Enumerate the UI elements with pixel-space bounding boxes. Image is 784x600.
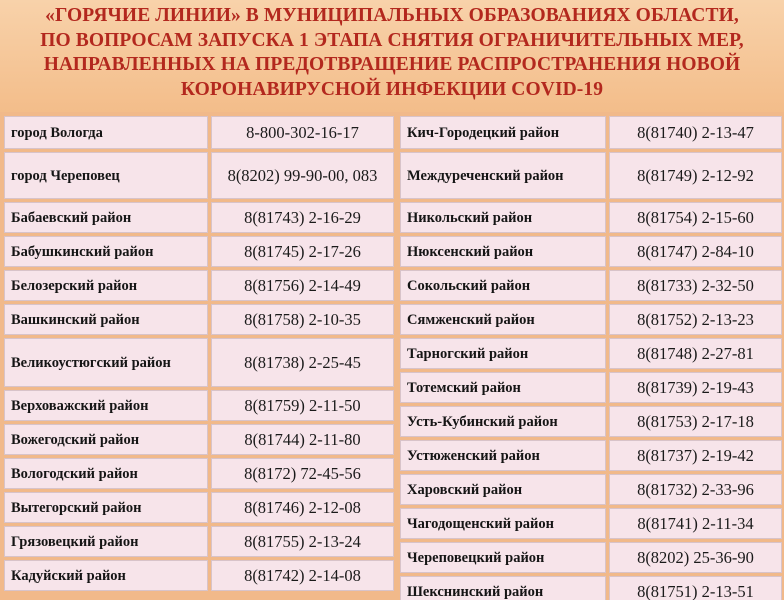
district-name: Тотемский район (400, 372, 606, 403)
table-row (400, 474, 782, 505)
district-name: Усть-Кубинский район (400, 406, 606, 437)
hotline-phone: 8(81747) 2-84-10 (609, 236, 782, 267)
hotline-phone: 8(81744) 2-11-80 (211, 424, 394, 455)
table-row (4, 152, 394, 199)
hotline-phone: 8(81751) 2-13-51 (609, 576, 782, 600)
hotline-phone: 8(81745) 2-17-26 (211, 236, 394, 267)
table-row (4, 390, 394, 421)
table-row (4, 116, 394, 149)
table-row (400, 542, 782, 573)
hotline-phone: 8(81740) 2-13-47 (609, 116, 782, 149)
hotline-phone: 8(81752) 2-13-23 (609, 304, 782, 335)
table-row (400, 270, 782, 301)
district-name: Бабушкинский район (4, 236, 208, 267)
right-hotline-table (400, 116, 782, 600)
hotline-tables (0, 112, 784, 600)
hotline-phone: 8(81741) 2-11-34 (609, 508, 782, 539)
hotline-phone: 8(81733) 2-32-50 (609, 270, 782, 301)
header-title-line: НАПРАВЛЕННЫХ НА ПРЕДОТВРАЩЕНИЕ РАСПРОСТРАНЕНИЯ НОВОЙ (43, 54, 741, 75)
hotline-phone: 8(81746) 2-12-08 (211, 492, 394, 523)
table-row (4, 458, 394, 489)
district-name: Тарногский район (400, 338, 606, 369)
table-row (400, 236, 782, 267)
hotline-phone: 8(8202) 99-90-00, 083 (211, 152, 394, 199)
header-title-line: КОРОНАВИРУСНОЙ ИНФЕКЦИИ COVID-19 (180, 78, 604, 100)
table-row (400, 576, 782, 600)
district-name: Кич-Городецкий район (400, 116, 606, 149)
table-row (400, 406, 782, 437)
district-name: Великоустюгский район (4, 338, 208, 387)
district-name: Шекснинский район (400, 576, 606, 600)
document-header (0, 0, 784, 112)
table-row (400, 440, 782, 471)
district-name: Сокольский район (400, 270, 606, 301)
hotline-phone: 8(81758) 2-10-35 (211, 304, 394, 335)
district-name: Грязовецкий район (4, 526, 208, 557)
hotline-phone: 8(81742) 2-14-08 (211, 560, 394, 591)
district-name: Верховажский район (4, 390, 208, 421)
table-row (4, 202, 394, 233)
table-row (4, 526, 394, 557)
district-name: Харовский район (400, 474, 606, 505)
header-title-line: ПО ВОПРОСАМ ЗАПУСКА 1 ЭТАПА СНЯТИЯ ОГРАНИЧИТЕЛЬНЫХ МЕР, (40, 29, 744, 51)
table-row (4, 304, 394, 335)
hotline-phone: 8(81749) 2-12-92 (609, 152, 782, 199)
table-row (400, 116, 782, 149)
hotline-phone: 8(8202) 25-36-90 (609, 542, 782, 573)
district-name: Никольский район (400, 202, 606, 233)
district-name: Вашкинский район (4, 304, 208, 335)
hotline-phone: 8(81737) 2-19-42 (609, 440, 782, 471)
table-row (400, 202, 782, 233)
hotline-phone: 8(81739) 2-19-43 (609, 372, 782, 403)
district-name: Устюженский район (400, 440, 606, 471)
table-row (4, 424, 394, 455)
hotline-phone: 8(81756) 2-14-49 (211, 270, 394, 301)
table-row (4, 338, 394, 387)
hotline-phone: 8(81754) 2-15-60 (609, 202, 782, 233)
hotline-phone: 8(81738) 2-25-45 (211, 338, 394, 387)
hotline-phone: 8(8172) 72-45-56 (211, 458, 394, 489)
district-name: Сямженский район (400, 304, 606, 335)
district-name: Нюксенский район (400, 236, 606, 267)
table-row (400, 152, 782, 199)
district-name: Кадуйский район (4, 560, 208, 591)
district-name: Вологодский район (4, 458, 208, 489)
left-hotline-table (4, 116, 394, 594)
table-row (4, 492, 394, 523)
table-row (400, 304, 782, 335)
header-title-line: «ГОРЯЧИЕ ЛИНИИ» В МУНИЦИПАЛЬНЫХ ОБРАЗОВАНИЯХ ОБЛАСТИ, (45, 5, 739, 26)
hotline-phone: 8(81748) 2-27-81 (609, 338, 782, 369)
table-row (4, 236, 394, 267)
district-name: Междуреченский район (400, 152, 606, 199)
table-row (4, 270, 394, 301)
district-name: город Череповец (4, 152, 208, 199)
district-name: Чагодощенский район (400, 508, 606, 539)
table-row (400, 508, 782, 539)
table-row (4, 560, 394, 591)
hotline-phone: 8-800-302-16-17 (211, 116, 394, 149)
table-row (400, 338, 782, 369)
district-name: Белозерский район (4, 270, 208, 301)
district-name: Вытегорский район (4, 492, 208, 523)
hotline-phone: 8(81755) 2-13-24 (211, 526, 394, 557)
hotline-phone: 8(81732) 2-33-96 (609, 474, 782, 505)
district-name: город Вологда (4, 116, 208, 149)
hotline-phone: 8(81743) 2-16-29 (211, 202, 394, 233)
district-name: Вожегодский район (4, 424, 208, 455)
hotline-phone: 8(81753) 2-17-18 (609, 406, 782, 437)
hotline-phone: 8(81759) 2-11-50 (211, 390, 394, 421)
table-row (400, 372, 782, 403)
district-name: Бабаевский район (4, 202, 208, 233)
district-name: Череповецкий район (400, 542, 606, 573)
